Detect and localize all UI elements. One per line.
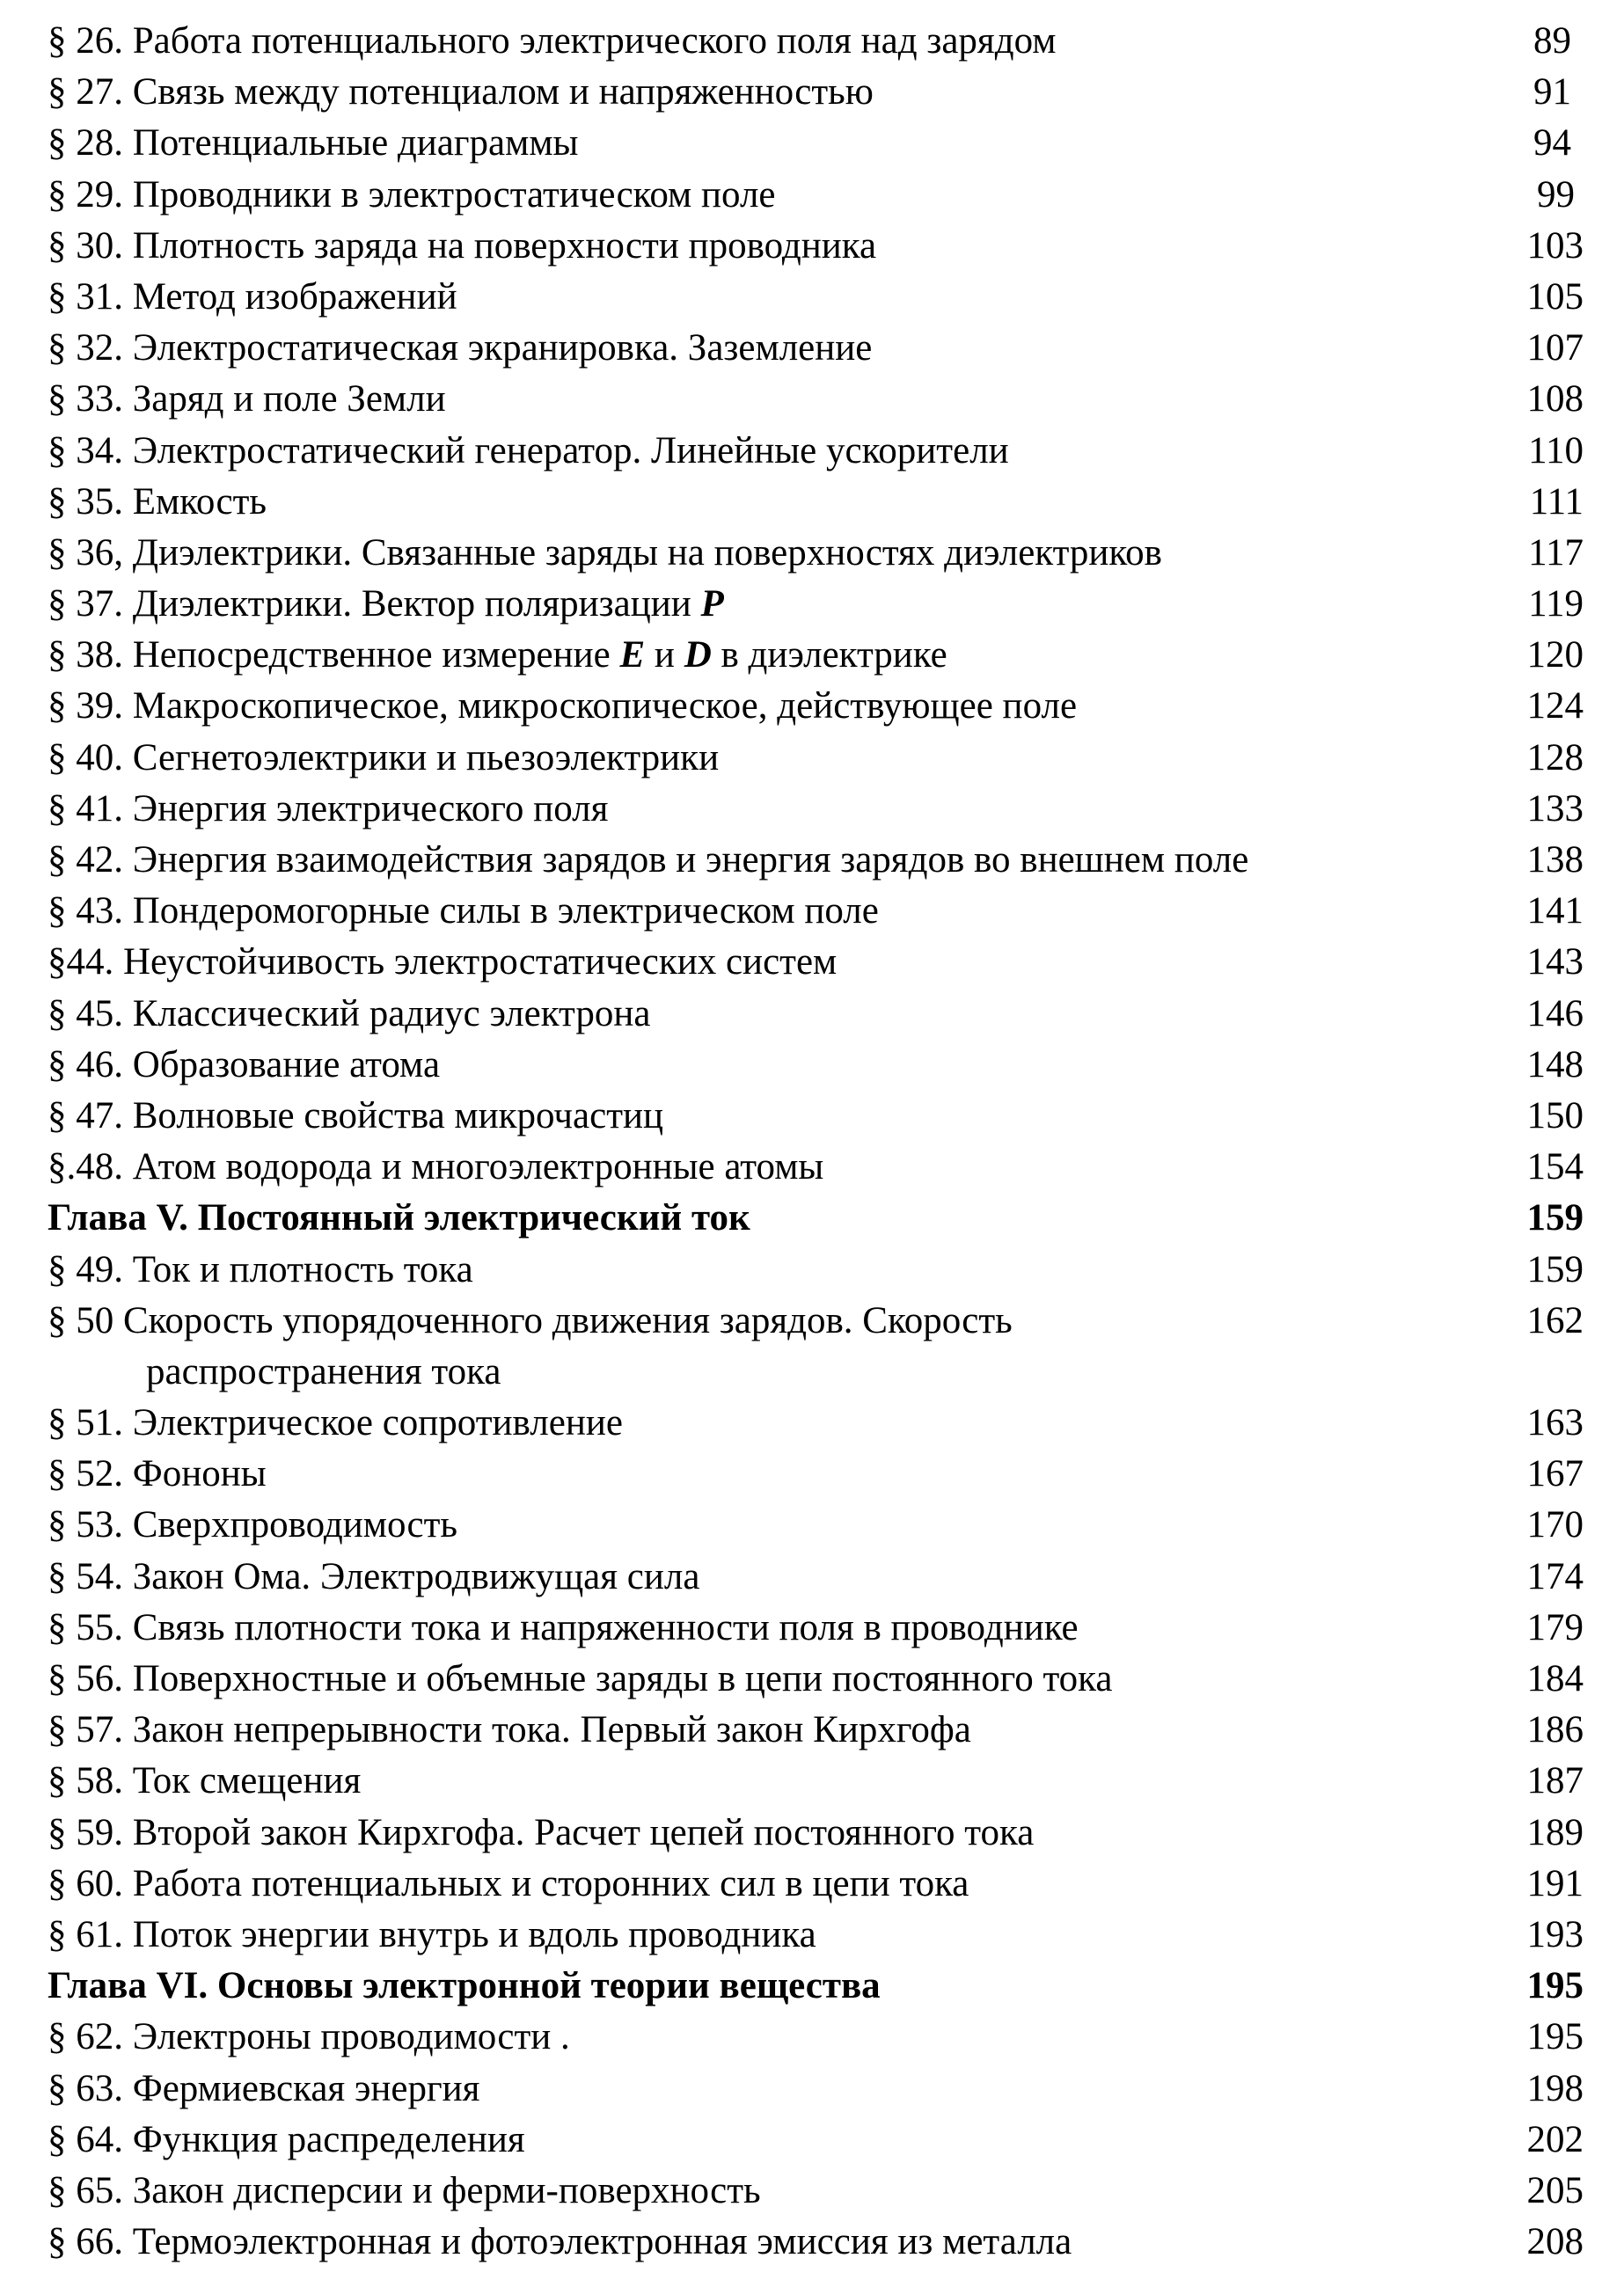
toc-entry-title — [48, 579, 724, 630]
toc-entry-page: 108 — [1526, 378, 1584, 420]
toc-entry-title: § 35. Емкость — [48, 480, 267, 522]
toc-entry-page: 187 — [1526, 1760, 1584, 1802]
toc-entry-page: 208 — [1526, 2221, 1584, 2263]
toc-entry-page: 148 — [1526, 1043, 1584, 1085]
toc-entry-title: § 31. Метод изображений — [48, 275, 457, 318]
toc-entry-page: 120 — [1526, 634, 1584, 676]
toc-entry — [48, 2064, 1584, 2115]
toc-entry-title: § 56. Поверхностные и объемные заряды в цепи постоянного тока — [48, 1658, 1113, 1699]
toc-entry-page: 117 — [1528, 531, 1584, 574]
toc-entry-page: 111 — [1529, 480, 1584, 522]
toc-entry-title: § 55. Связь плотности тока и напряженности поля в проводнике — [48, 1606, 1079, 1648]
toc-entry-title: § 58. Ток смещения — [48, 1760, 362, 1802]
toc-entry-page: 184 — [1526, 1658, 1584, 1699]
toc-entry — [48, 67, 1584, 118]
toc-entry — [48, 426, 1584, 477]
vector-p-symbol: P — [700, 583, 724, 625]
toc-entry-title: § 43. Пондеромогорные силы в электрическом поле — [48, 890, 879, 932]
toc-entry-page: 124 — [1526, 685, 1584, 727]
toc-entry-page: 189 — [1526, 1811, 1584, 1853]
toc-entry-title: §.48. Атом водорода и многоэлектронные атомы — [48, 1146, 824, 1188]
toc-entry-page: 143 — [1526, 941, 1584, 983]
toc-entry — [48, 1091, 1584, 1142]
toc-entry — [48, 579, 1584, 630]
toc-entry-title: § 53. Сверхпроводимость — [48, 1504, 458, 1546]
toc-entry-page: 138 — [1526, 839, 1584, 881]
toc-entry — [48, 374, 1584, 425]
chapter-title: Глава VI. Основы электронной теории вещества — [48, 1965, 881, 2007]
toc-entry-page: 107 — [1526, 327, 1584, 369]
toc-entry-title: § 50 Скорость упорядоченного движения зарядов. Скорость — [48, 1299, 1013, 1341]
toc-entry-page: 94 — [1533, 122, 1571, 164]
toc-entry-page: 141 — [1526, 890, 1584, 932]
toc-entry-page: 179 — [1526, 1606, 1584, 1648]
vector-e-symbol: E — [619, 634, 646, 676]
toc-entry — [48, 170, 1584, 221]
chapter-title: Глава V. Постоянный электрический ток — [48, 1197, 750, 1239]
toc-entry — [48, 733, 1584, 784]
toc-entry — [48, 1910, 1584, 1961]
toc-entry-title: § 65. Закон дисперсии и ферми-поверхность — [48, 2169, 761, 2211]
toc-entry — [48, 272, 1584, 323]
toc-entry-title: § 26. Работа потенциального электрического поля над зарядом — [48, 20, 1057, 62]
toc-entry-page: 195 — [1526, 2016, 1584, 2058]
toc-entry-title: § 40. Сегнетоэлектрики и пьезоэлектрики — [48, 736, 720, 778]
toc-entry-page: 174 — [1526, 1555, 1584, 1597]
toc-entry-page: 89 — [1533, 20, 1571, 62]
toc-entry-page: 205 — [1526, 2169, 1584, 2211]
toc-entry — [48, 1500, 1584, 1551]
toc-entry-title: § 46. Образование атома — [48, 1043, 441, 1085]
toc-entry-page: 128 — [1526, 736, 1584, 778]
toc-entry-title: § 66. Термоэлектронная и фотоэлектронная эмиссия из металла — [48, 2221, 1072, 2263]
toc-entry — [48, 989, 1584, 1040]
toc-entry-page: 150 — [1526, 1094, 1584, 1136]
table-of-contents — [48, 16, 1584, 2268]
toc-entry — [48, 2166, 1584, 2217]
chapter-page: 195 — [1526, 1965, 1584, 2007]
toc-chapter-heading — [48, 1193, 1584, 1244]
toc-entry — [48, 1552, 1584, 1603]
toc-entry-page: 91 — [1533, 71, 1571, 113]
toc-entry-title: § 30. Плотность заряда на поверхности проводника — [48, 224, 877, 267]
toc-entry — [48, 1705, 1584, 1756]
toc-entry-title: § 62. Электроны проводимости . — [48, 2016, 570, 2058]
toc-entry-page: 110 — [1528, 429, 1584, 471]
toc-entry-title: § 52. Фононы — [48, 1453, 267, 1495]
toc-entry-page: 133 — [1526, 787, 1584, 829]
toc-entry-page: 167 — [1526, 1453, 1584, 1495]
toc-entry-title — [48, 630, 947, 681]
toc-entry — [48, 1296, 1584, 1347]
toc-entry-continuation — [48, 1347, 1584, 1398]
toc-entry-title: § 32. Электростатическая экранировка. Заземление — [48, 327, 873, 369]
toc-entry-title: § 36, Диэлектрики. Связанные заряды на поверхностях диэлектриков — [48, 531, 1162, 574]
toc-entry — [48, 1859, 1584, 1910]
vector-d-symbol: D — [684, 634, 712, 676]
toc-entry-title: § 41. Энергия электрического поля — [48, 787, 609, 829]
toc-entry — [48, 1142, 1584, 1193]
toc-entry-title: § 33. Заряд и поле Земли — [48, 378, 446, 420]
toc-entry-page: 193 — [1526, 1913, 1584, 1955]
toc-entry — [48, 630, 1584, 681]
toc-entry — [48, 2115, 1584, 2166]
toc-entry-page: 163 — [1526, 1402, 1584, 1444]
toc-entry-title: § 42. Энергия взаимодействия зарядов и энергия зарядов во внешнем поле — [48, 839, 1249, 881]
toc-entry-title: § 28. Потенциальные диаграммы — [48, 122, 579, 164]
toc-entry-title: § 51. Электрическое сопротивление — [48, 1402, 623, 1444]
toc-entry — [48, 1398, 1584, 1449]
toc-entry-page: 99 — [1537, 173, 1575, 216]
toc-entry-page: 105 — [1526, 275, 1584, 318]
toc-entry — [48, 1449, 1584, 1500]
toc-entry — [48, 784, 1584, 835]
toc-entry — [48, 886, 1584, 937]
toc-entry-title: § 59. Второй закон Кирхгофа. Расчет цепей постоянного тока — [48, 1811, 1035, 1853]
toc-entry-page: 154 — [1526, 1146, 1584, 1188]
toc-entry-title-continued: распространения тока — [146, 1350, 501, 1392]
toc-entry-title: § 39. Макроскопическое, микроскопическое, действующее поле — [48, 685, 1078, 727]
toc-entry-title: § 60. Работа потенциальных и сторонних сил в цепи тока — [48, 1862, 969, 1904]
chapter-page: 159 — [1526, 1197, 1584, 1239]
toc-entry-title: § 27. Связь между потенциалом и напряженностью — [48, 71, 874, 113]
toc-entry — [48, 528, 1584, 579]
toc-entry-title-text: § 38. Непосредственное измерение — [48, 634, 620, 676]
toc-entry-title: § 64. Функция распределения — [48, 2118, 525, 2160]
toc-entry — [48, 221, 1584, 272]
toc-entry-title: § 63. Фермиевская энергия — [48, 2067, 480, 2109]
toc-entry-page: 170 — [1526, 1504, 1584, 1546]
toc-entry-page: 191 — [1526, 1862, 1584, 1904]
toc-entry-page: 146 — [1526, 992, 1584, 1034]
toc-entry — [48, 1654, 1584, 1705]
toc-entry-page: 162 — [1526, 1299, 1584, 1341]
toc-entry — [48, 681, 1584, 732]
toc-entry-page: 159 — [1526, 1248, 1584, 1290]
toc-entry-title-text: и — [645, 634, 684, 676]
toc-entry-title-text: в диэлектрике — [711, 634, 947, 676]
toc-entry — [48, 118, 1584, 169]
toc-entry — [48, 323, 1584, 374]
toc-entry-title: § 61. Поток энергии внутрь и вдоль проводника — [48, 1913, 816, 1955]
toc-entry — [48, 16, 1584, 67]
toc-entry-title: § 29. Проводники в электростатическом поле — [48, 173, 776, 216]
toc-entry-page: 186 — [1526, 1709, 1584, 1751]
toc-entry — [48, 2217, 1584, 2268]
toc-entry — [48, 1245, 1584, 1296]
toc-chapter-heading — [48, 1961, 1584, 2012]
toc-entry-title: §44. Неустойчивость электростатических систем — [48, 941, 838, 983]
toc-entry-title: § 47. Волновые свойства микрочастиц — [48, 1094, 664, 1136]
toc-entry-page: 119 — [1528, 583, 1584, 625]
toc-entry — [48, 477, 1584, 528]
toc-entry — [48, 2012, 1584, 2063]
toc-entry-title: § 57. Закон непрерывности тока. Первый закон Кирхгофа — [48, 1709, 971, 1751]
toc-entry-title: § 49. Ток и плотность тока — [48, 1248, 473, 1290]
toc-entry-title: § 45. Классический радиус электрона — [48, 992, 651, 1034]
toc-entry — [48, 1808, 1584, 1859]
toc-entry-title-text: § 37. Диэлектрики. Вектор поляризации — [48, 583, 701, 625]
toc-entry — [48, 1756, 1584, 1807]
toc-entry — [48, 1040, 1584, 1091]
toc-entry-title: § 34. Электростатический генератор. Линейные ускорители — [48, 429, 1009, 471]
toc-entry — [48, 937, 1584, 988]
toc-entry-title: § 54. Закон Ома. Электродвижущая сила — [48, 1555, 700, 1597]
toc-entry-page: 103 — [1526, 224, 1584, 267]
toc-entry — [48, 1603, 1584, 1654]
toc-entry — [48, 835, 1584, 886]
toc-entry-page: 198 — [1526, 2067, 1584, 2109]
toc-entry-page: 202 — [1526, 2118, 1584, 2160]
